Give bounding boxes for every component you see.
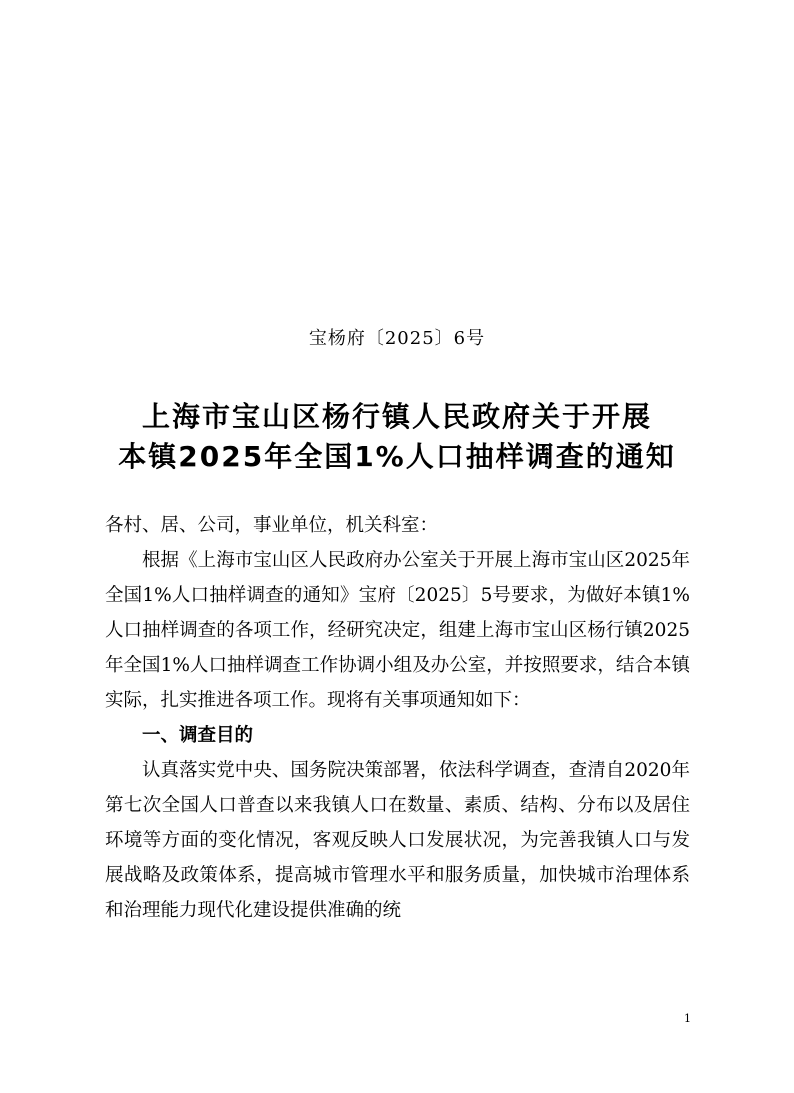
paragraph-purpose: 认真落实党中央、国务院决策部署，依法科学调查，查清自2020年第七次全国人口普查以来我镇人口在数量、素质、结构、分布以及居住环境等方面的变化情况，客观反映人口发展状况，为完善我镇人口与发展战略及政策体系，提高城市管理水平和服务质量，加快城市治理体系和治理能力现代化建设提供准确的统 — [105, 760, 690, 921]
salutation: 各村、居、公司，事业单位，机关科室： — [105, 515, 439, 536]
title-line-1: 上海市宝山区杨行镇人民政府关于开展 — [141, 400, 652, 433]
document-title — [0, 397, 794, 477]
section-heading-purpose: 一、调查目的 — [142, 725, 254, 746]
document-body — [105, 508, 690, 928]
paragraph-intro: 根据《上海市宝山区人民政府办公室关于开展上海市宝山区2025年全国1%人口抽样调查的通知》宝府〔2025〕5号要求，为做好本镇1%人口抽样调查的各项工作，经研究决定，组建上海市宝山区杨行镇2025年全国1%人口抽样调查工作协调小组及办公室，并按照要求，结合本镇实际，扎实推进各项工作。现将有关事项通知如下： — [105, 550, 690, 711]
title-line-2: 本镇2025年全国1%人口抽样调查的通知 — [118, 440, 676, 473]
page-number: 1 — [684, 1012, 691, 1025]
document-number: 宝杨府〔2025〕6号 — [308, 328, 486, 349]
